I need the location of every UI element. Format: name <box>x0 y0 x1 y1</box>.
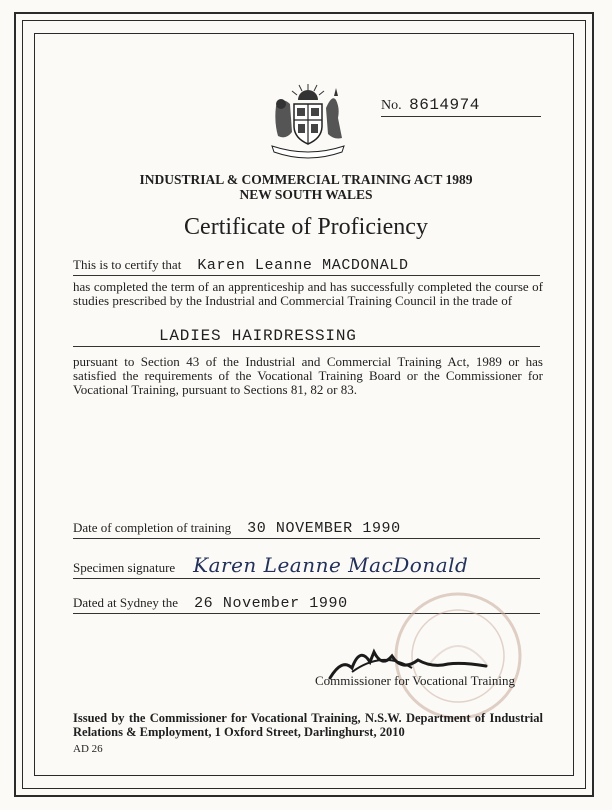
completion-paragraph: has completed the term of an apprenticeship and has successfully completed the course of studies prescribed by the Industrial and Commercial Training Council in the trade of <box>73 279 543 308</box>
issued-by-text: Issued by the Commissioner for Vocational Training, N.S.W. Department of Industrial Relations & Employment, 1 Oxford Street, Darlinghurst, 2010 <box>73 711 543 739</box>
completion-date-value: 30 NOVEMBER 1990 <box>247 520 401 537</box>
completion-date-row <box>73 519 540 539</box>
holder-name: Karen Leanne MACDONALD <box>197 257 409 274</box>
form-code: AD 26 <box>73 743 103 755</box>
specimen-signature: Karen Leanne MacDonald <box>193 553 469 577</box>
signature-label: Specimen signature <box>73 560 176 575</box>
signature-row <box>73 553 540 579</box>
certificate-number-label: No. <box>381 98 402 113</box>
certify-row <box>73 256 540 276</box>
dated-label: Dated at Sydney the <box>73 595 179 610</box>
dated-value: 26 November 1990 <box>194 595 348 612</box>
nsw-coat-of-arms-icon <box>262 82 354 160</box>
act-heading-line2: NEW SOUTH WALES <box>239 187 373 202</box>
certificate-number-value: 8614974 <box>409 96 480 114</box>
certify-label: This is to certify that <box>73 257 182 272</box>
certificate-number <box>381 96 541 117</box>
trade-name: LADIES HAIRDRESSING <box>159 327 357 345</box>
act-heading-line1: INDUSTRIAL & COMMERCIAL TRAINING ACT 1989 <box>139 172 473 187</box>
completion-date-label: Date of completion of training <box>73 520 232 535</box>
pursuant-paragraph: pursuant to Section 43 of the Industrial and Commercial Training Act, 1989 or has satisfied the requirements of the Vocational Training Board or the Commissioner for Vocational Training, pursuant to Sections 81, 82 or 83. <box>73 354 543 397</box>
certificate-title: Certificate of Proficiency <box>184 214 428 240</box>
trade-row <box>73 327 540 347</box>
act-heading <box>0 172 612 202</box>
commissioner-label: Commissioner for Vocational Training <box>315 673 515 688</box>
